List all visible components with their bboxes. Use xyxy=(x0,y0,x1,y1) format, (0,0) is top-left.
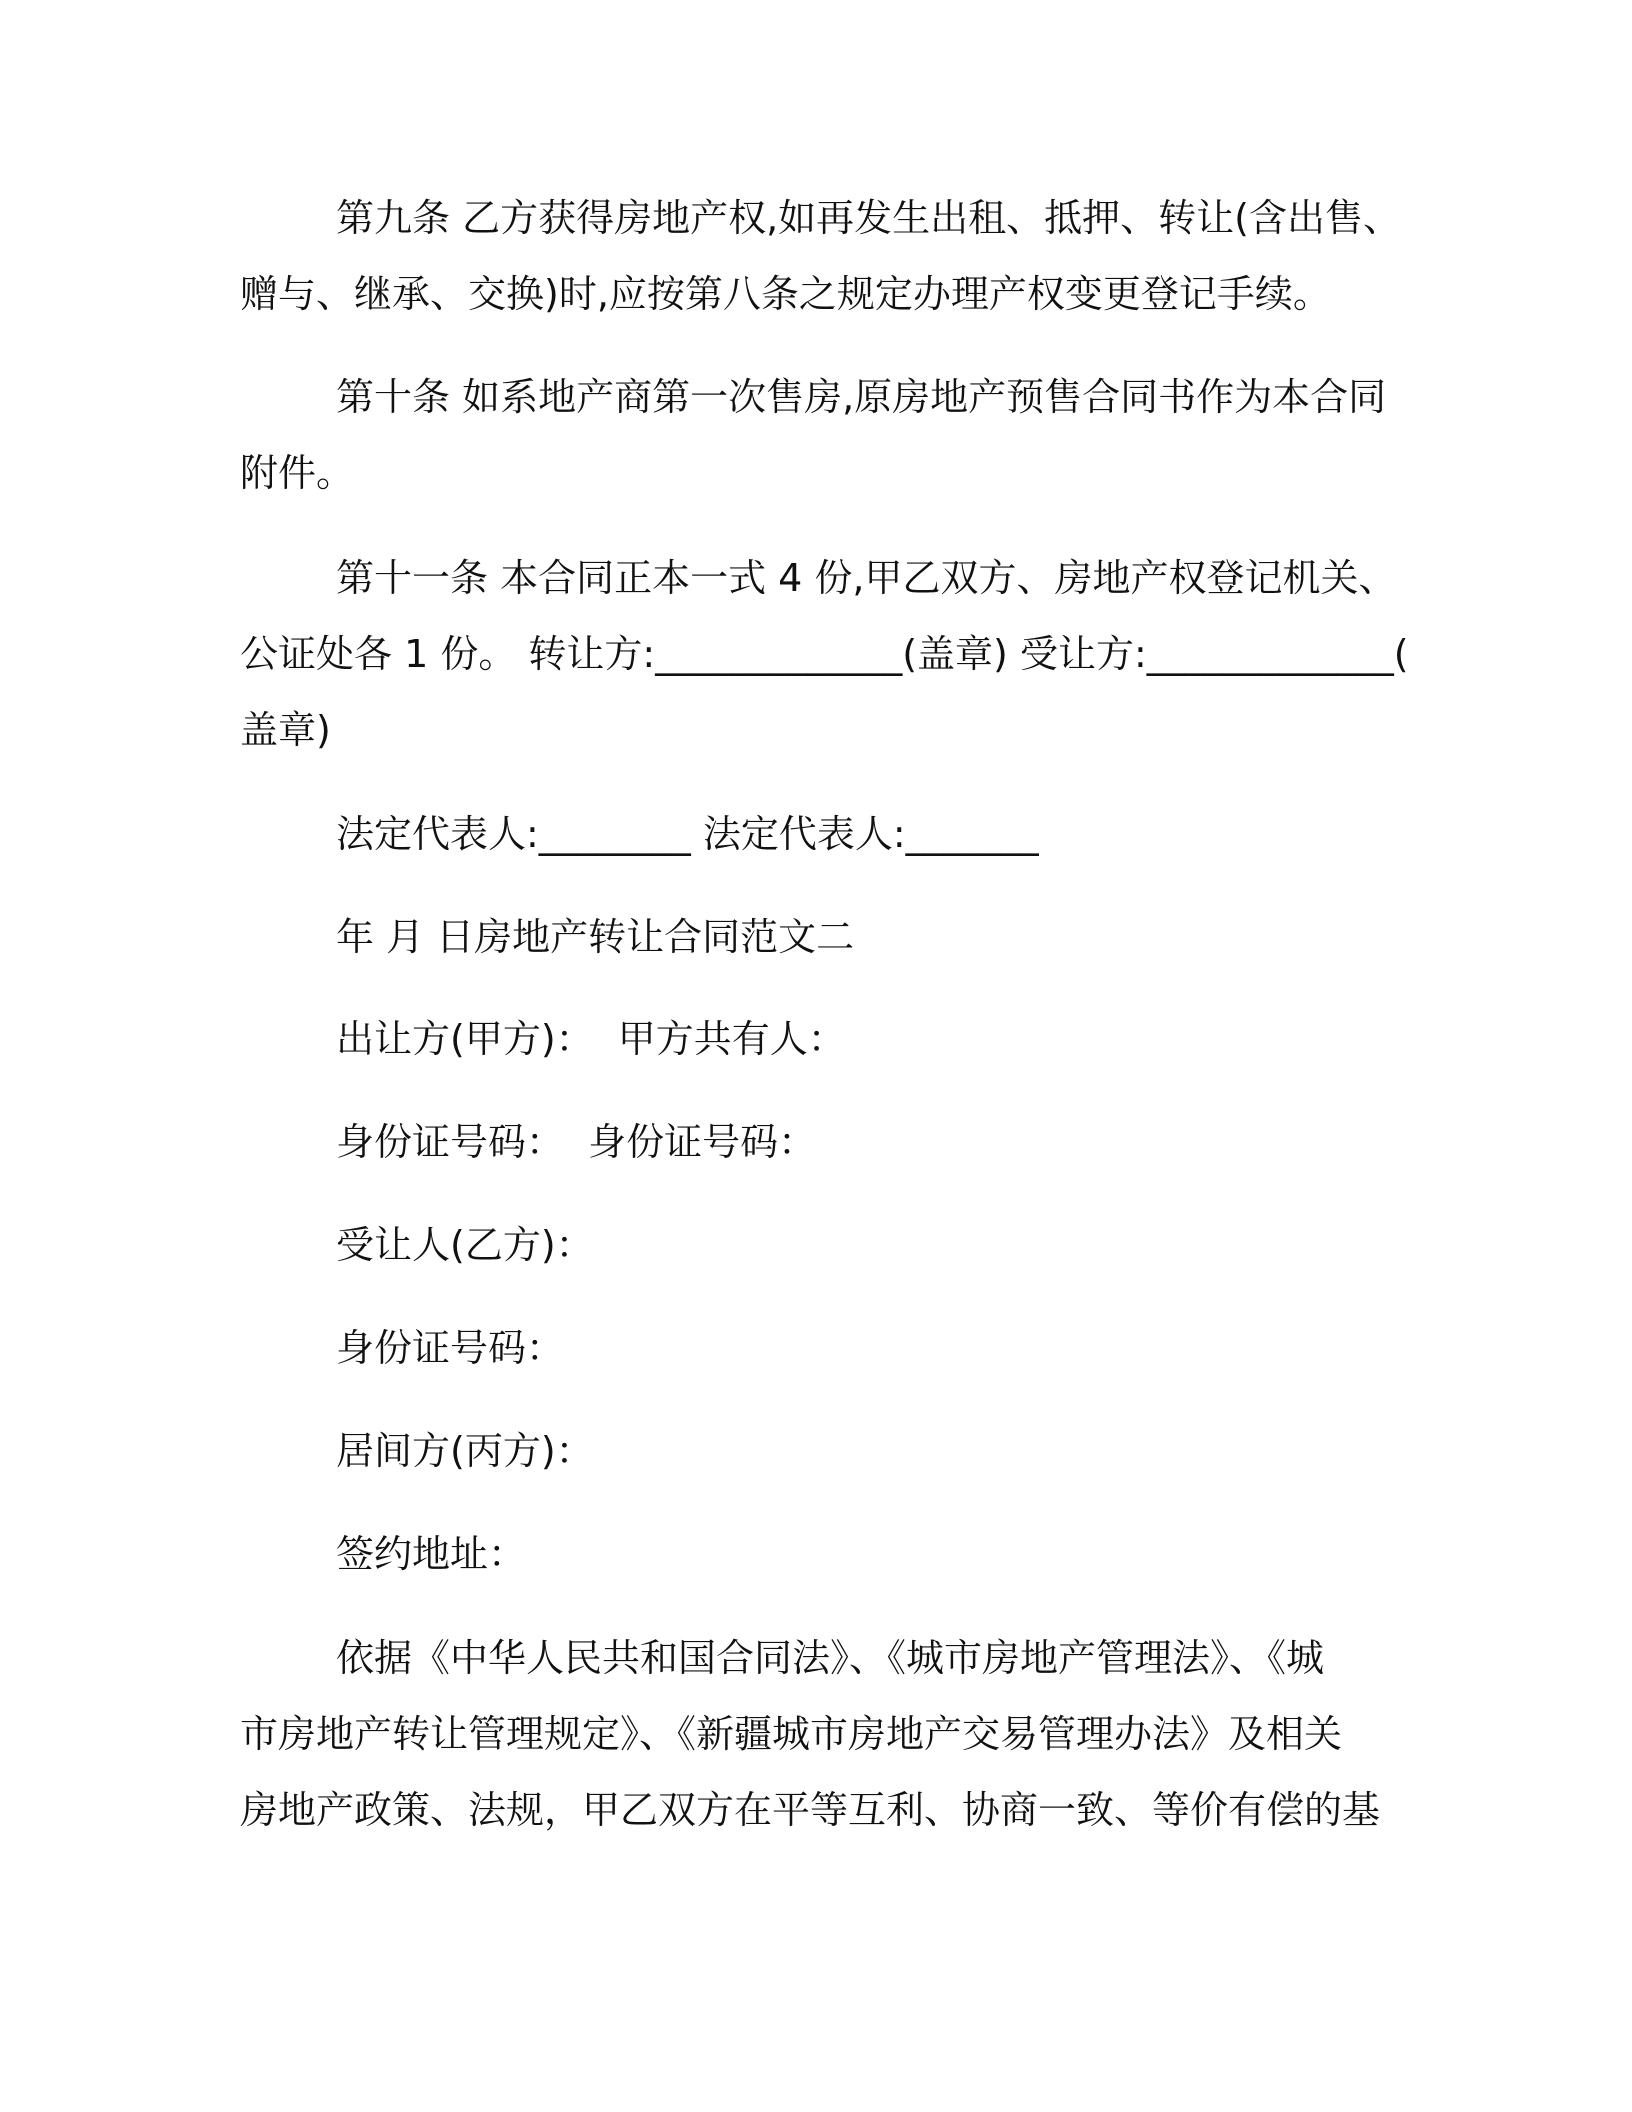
date-and-title: 年 月 日房地产转让合同范文二 xyxy=(336,915,855,959)
article-10-line-1: 第十条 如系地产商第一次售房,原房地产预售合同书作为本合同 xyxy=(336,375,1387,419)
article-9-line-2: 赠与、继承、交换)时,应按第八条之规定办理产权变更登记手续。 xyxy=(240,272,1331,316)
article-10-line-2: 附件。 xyxy=(240,451,355,495)
basis-line-1: 依据《中华人民共和国合同法》、《城市房地产管理法》、《城 xyxy=(336,1636,1325,1680)
intermediary-line: 居间方(丙方)： xyxy=(336,1429,594,1473)
basis-line-2: 市房地产转让管理规定》、《新疆城市房地产交易管理办法》及相关 xyxy=(240,1712,1343,1756)
transferee-id-line: 身份证号码： xyxy=(336,1326,565,1370)
id-numbers-line: 身份证号码： 身份证号码： xyxy=(336,1120,817,1164)
article-11-line-2: 公证处各 1 份。 转让方:_____________(盖章) 受让方:_____________( xyxy=(240,632,1409,676)
legal-representatives: 法定代表人:________ 法定代表人:_______ xyxy=(336,812,1039,856)
article-11-line-1: 第十一条 本合同正本一式 4 份,甲乙双方、房地产权登记机关、 xyxy=(336,556,1397,600)
transferor-line: 出让方(甲方)： 甲方共有人： xyxy=(336,1017,846,1061)
sign-address-line: 签约地址： xyxy=(336,1532,527,1576)
basis-line-3: 房地产政策、法规，甲乙双方在平等互利、协商一致、等价有偿的基 xyxy=(240,1788,1381,1832)
article-9-line-1: 第九条 乙方获得房地产权,如再发生出租、抵押、转让(含出售、 xyxy=(336,196,1401,240)
article-11-line-3: 盖章) xyxy=(240,708,331,752)
transferee-line: 受让人(乙方)： xyxy=(336,1223,594,1267)
